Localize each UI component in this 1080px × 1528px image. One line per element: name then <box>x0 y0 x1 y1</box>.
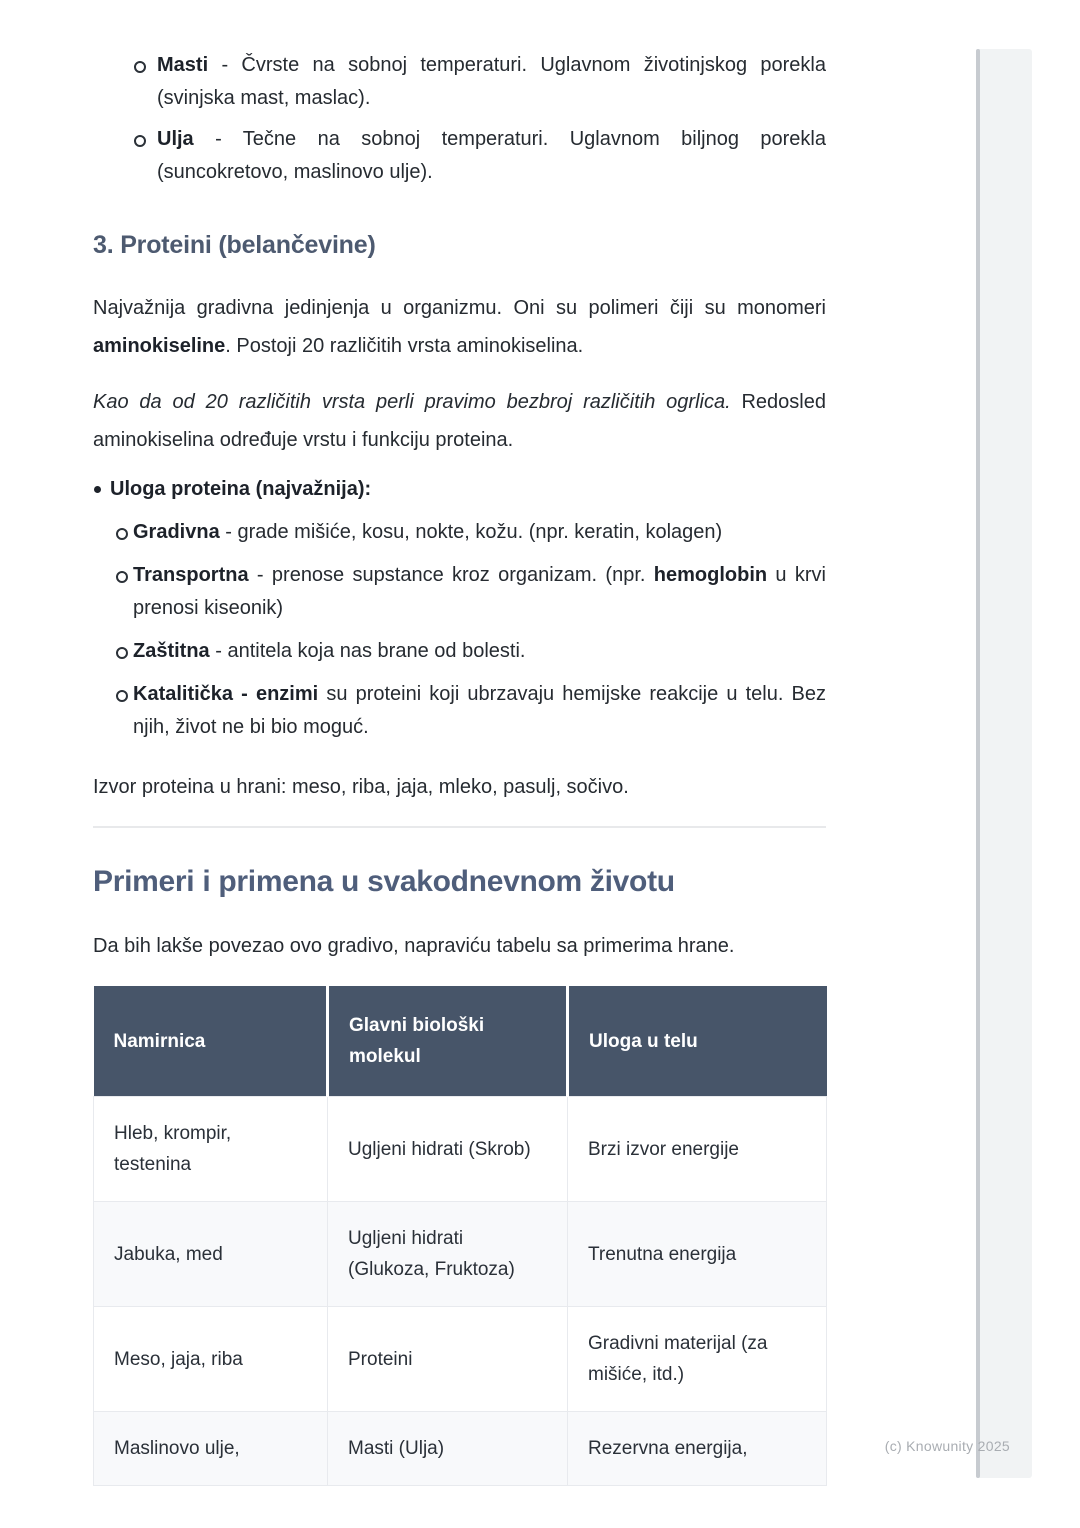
text-segment: - antitela koja nas brane od bolesti. <box>209 640 526 662</box>
text-segment: Kao da od 20 različitih vrsta perli pravimo bezbroj različitih ogrlica. <box>93 391 731 413</box>
table-row <box>94 1412 827 1486</box>
table-cell: Ugljeni hidrati (Skrob) <box>328 1097 568 1202</box>
protein-roles-list <box>93 516 826 744</box>
text-segment: su proteini koji ubrzavaju hemijske reakcije u telu. Bez njih, život ne bi bio moguć. <box>133 683 826 738</box>
food-examples-table <box>93 986 827 1486</box>
section-heading-proteins: 3. Proteini (belančevine) <box>93 231 376 259</box>
table-cell: Brzi izvor energije <box>568 1097 827 1202</box>
table-header <box>94 986 827 1097</box>
text-segment: hemoglobin <box>653 564 768 586</box>
fats-oils-list <box>93 49 826 189</box>
table-row <box>94 1097 827 1202</box>
text-segment: - Čvrste na sobnoj temperaturi. Uglavnom životinjskog porekla (svinjska mast, maslac). <box>157 54 826 109</box>
table-header-cell: Glavni biološki molekul <box>328 986 568 1097</box>
text-segment: u krvi prenosi kiseonik) <box>133 564 826 619</box>
text-segment: Gradivna <box>133 521 220 543</box>
text-segment: Najvažnija gradivna jedinjenja u organizmu. Oni su polimeri čiji su monomeri <box>93 297 826 319</box>
list-item <box>93 123 826 189</box>
table-cell: Jabuka, med <box>94 1202 328 1307</box>
text-segment: . Postoji 20 različitih vrsta aminokiselina. <box>225 335 584 357</box>
table-cell: Proteini <box>328 1307 568 1412</box>
table-cell: Hleb, krompir, testenina <box>94 1097 328 1202</box>
table-cell: Masti (Ulja) <box>328 1412 568 1486</box>
text-segment: Uloga proteina (najvažnija): <box>110 478 372 500</box>
text-segment: Katalitička - enzimi <box>133 683 319 705</box>
watermark-text: (c) Knowunity 2025 <box>884 1438 1010 1454</box>
list-item <box>93 49 826 115</box>
table-cell: Rezervna energija, <box>568 1412 827 1486</box>
list-item <box>93 635 826 668</box>
text-segment: - Tečne na sobnoj temperaturi. Uglavnom biljnog porekla (suncokretovo, maslinovo ulje). <box>157 128 826 183</box>
text-segment: Redosled aminokiselina određuje vrstu i funkciju proteina. <box>93 391 826 451</box>
table-header-cell: Uloga u telu <box>568 986 827 1097</box>
table-cell: Trenutna energija <box>568 1202 827 1307</box>
text-segment: Zaštitna <box>133 640 210 662</box>
proteins-paragraph-2 <box>93 383 826 459</box>
text-segment: Ulja <box>157 128 194 150</box>
protein-sources-paragraph: Izvor proteina u hrani: meso, riba, jaja, mleko, pasulj, sočivo. <box>93 776 629 798</box>
table-cell: Meso, jaja, riba <box>94 1307 328 1412</box>
table-cell: Ugljeni hidrati (Glukoza, Fruktoza) <box>328 1202 568 1307</box>
document-content <box>93 0 826 1486</box>
text-segment: - prenose supstance kroz organizam. (npr. <box>248 564 654 586</box>
protein-roles-block <box>93 473 826 744</box>
table-cell: Gradivni materijal (za mišiće, itd.) <box>568 1307 827 1412</box>
list-item <box>93 516 826 549</box>
list-item <box>93 678 826 744</box>
table-row <box>94 1307 827 1412</box>
text-segment: - grade mišiće, kosu, nokte, kožu. (npr. keratin, kolagen) <box>219 521 723 543</box>
examples-intro-paragraph: Da bih lakše povezao ovo gradivo, napraviću tabelu sa primerima hrane. <box>93 935 735 957</box>
section-divider <box>93 826 826 828</box>
text-segment: aminokiseline <box>93 335 226 357</box>
text-segment: Masti <box>157 54 209 76</box>
scrollbar-track[interactable] <box>976 49 1032 1478</box>
scrollbar-thumb[interactable] <box>976 49 980 1478</box>
table-header-row <box>94 986 827 1097</box>
protein-roles-title <box>93 473 826 506</box>
list-item <box>93 559 826 625</box>
table-row <box>94 1202 827 1307</box>
table-body <box>94 1097 827 1486</box>
examples-heading: Primeri i primena u svakodnevnom životu <box>93 865 675 898</box>
table-header-cell: Namirnica <box>94 986 328 1097</box>
text-segment: Transportna <box>133 564 249 586</box>
table-cell: Maslinovo ulje, <box>94 1412 328 1486</box>
proteins-paragraph-1 <box>93 289 826 365</box>
